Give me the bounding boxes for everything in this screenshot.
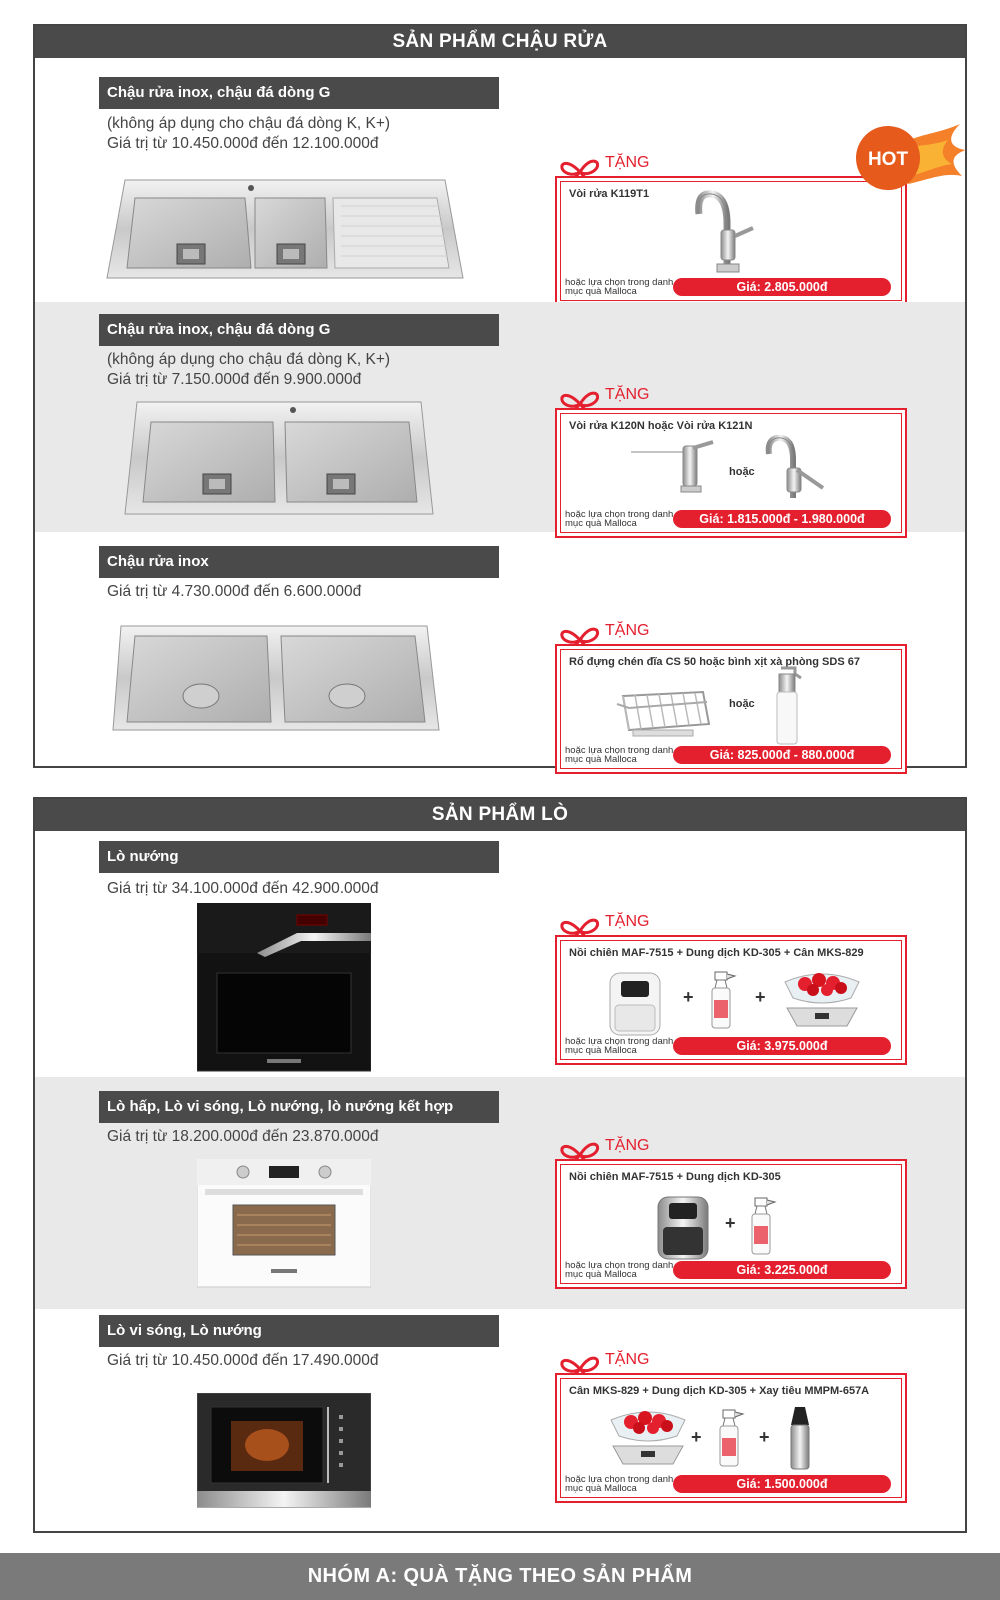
soap-dispenser-image [767, 666, 807, 746]
sinks-section [33, 24, 967, 768]
gift-box [555, 1159, 907, 1289]
product-title: Lò nướng [99, 841, 499, 873]
product-price-range: Giá trị từ 4.730.000đ đến 6.600.000đ [107, 583, 362, 600]
sink-product-row-2 [35, 302, 965, 532]
gift-card [555, 1349, 907, 1494]
gift-note: hoặc lựa chọn trong danh mục quà Malloca [565, 1260, 674, 1280]
gift-label [555, 1135, 675, 1161]
gift-label-text: TẶNG [605, 622, 650, 639]
gift-label-text: TẶNG [605, 154, 650, 171]
footer-banner: NHÓM A: QUÀ TẶNG THEO SẢN PHẨM [0, 1553, 1000, 1600]
pepper-grinder-image [785, 1405, 815, 1471]
product-desc [107, 1127, 379, 1147]
product-desc [107, 350, 390, 390]
gift-box [555, 408, 907, 538]
double-sink-image [111, 622, 441, 734]
product-title: Chậu rửa inox [99, 546, 499, 578]
product-desc [107, 1351, 379, 1371]
product-price-range: Giá trị từ 18.200.000đ đến 23.870.000đ [107, 1128, 379, 1145]
oven-product-row-3 [35, 1309, 965, 1531]
plus-sign: + [725, 1213, 736, 1233]
gift-name: Vòi rửa K119T1 [569, 188, 650, 200]
gift-name: Cân MKS-829 + Dung dịch KD-305 + Xay tiêu MMPM-657A [569, 1385, 870, 1397]
gift-card [555, 1135, 907, 1280]
kitchen-scale-image [777, 967, 867, 1029]
sink-product-row-3 [35, 532, 965, 768]
double-sink-image [123, 398, 435, 518]
product-desc [107, 114, 390, 154]
gift-box [555, 644, 907, 774]
product-desc-note: (không áp dụng cho chậu đá dòng K, K+) [107, 351, 391, 368]
kitchen-scale-image [603, 1405, 693, 1467]
hot-badge-icon [848, 118, 968, 198]
faucet-image [763, 430, 833, 500]
plus-sign: + [691, 1427, 702, 1447]
product-desc-note: (không áp dụng cho chậu đá dòng K, K+) [107, 115, 391, 132]
oven-product-row-1 [35, 831, 965, 1077]
gift-label-text: TẶNG [605, 913, 650, 930]
gift-price: Giá: 2.805.000đ [673, 278, 891, 296]
built-in-oven-image [197, 903, 371, 1073]
gift-label [555, 1349, 675, 1375]
gift-name: Rổ đựng chén đĩa CS 50 hoặc bình xịt xà phòng SDS 67 [569, 656, 860, 668]
plus-sign: + [755, 987, 766, 1007]
air-fryer-image [605, 967, 665, 1037]
gift-note: hoặc lựa chọn trong danh mục quà Malloca [565, 1036, 674, 1056]
sink-product-row-1 [35, 58, 965, 302]
gift-card [555, 911, 907, 1056]
gift-price: Giá: 3.975.000đ [673, 1037, 891, 1055]
gift-name: Vòi rửa K120N hoặc Vòi rửa K121N [569, 420, 753, 432]
stainless-sink-image [105, 176, 467, 284]
dish-rack-image [613, 684, 713, 740]
gift-label-text: TẶNG [605, 1137, 650, 1154]
cleaning-spray-image [747, 1195, 777, 1257]
gift-or-text: hoặc [729, 698, 755, 710]
hot-badge-text: HOT [867, 149, 909, 170]
product-price-range: Giá trị từ 10.450.000đ đến 12.100.000đ [107, 135, 379, 152]
gift-note: hoặc lựa chọn trong danh mục quà Malloca [565, 1474, 674, 1494]
gift-price: Giá: 3.225.000đ [673, 1261, 891, 1279]
gift-name: Nồi chiên MAF-7515 + Dung dịch KD-305 + Cân MKS-829 [569, 947, 864, 959]
gift-label-text: TẶNG [605, 386, 650, 403]
product-title: Chậu rửa inox, chậu đá dòng G [99, 77, 499, 109]
ovens-section-title: SẢN PHẨM LÒ [35, 799, 965, 831]
gift-box [555, 1373, 907, 1503]
cleaning-spray-image [707, 969, 737, 1031]
product-title: Lò hấp, Lò vi sóng, Lò nướng, lò nướng kết hợp [99, 1091, 499, 1123]
gift-label [555, 620, 675, 646]
gift-label [555, 152, 675, 178]
gift-price: Giá: 1.500.000đ [673, 1475, 891, 1493]
gift-note: hoặc lựa chọn trong danh mục quà Malloca [565, 277, 674, 297]
sinks-section-title: SẢN PHẨM CHẬU RỬA [35, 26, 965, 58]
gift-price: Giá: 825.000đ - 880.000đ [673, 746, 891, 764]
ovens-section [33, 797, 967, 1533]
gift-label-text: TẶNG [605, 1351, 650, 1368]
faucet-image [693, 184, 763, 274]
product-price-range: Giá trị từ 34.100.000đ đến 42.900.000đ [107, 880, 379, 897]
microwave-oven-image [197, 1393, 371, 1509]
gift-label [555, 911, 675, 937]
plus-sign: + [759, 1427, 770, 1447]
gift-note: hoặc lựa chọn trong danh mục quà Malloca [565, 745, 674, 765]
product-price-range: Giá trị từ 10.450.000đ đến 17.490.000đ [107, 1352, 379, 1369]
product-desc [107, 879, 379, 899]
product-title: Lò vi sóng, Lò nướng [99, 1315, 499, 1347]
faucet-image [627, 440, 717, 494]
gift-name: Nồi chiên MAF-7515 + Dung dịch KD-305 [569, 1171, 781, 1183]
gift-note: hoặc lựa chọn trong danh mục quà Malloca [565, 509, 674, 529]
combi-oven-image [197, 1159, 371, 1289]
cleaning-spray-image [715, 1407, 745, 1469]
oven-product-row-2 [35, 1077, 965, 1309]
product-price-range: Giá trị từ 7.150.000đ đến 9.900.000đ [107, 371, 362, 388]
product-title: Chậu rửa inox, chậu đá dòng G [99, 314, 499, 346]
product-desc [107, 582, 361, 602]
gift-or-text: hoặc [729, 466, 755, 478]
air-fryer-image [653, 1191, 713, 1261]
plus-sign: + [683, 987, 694, 1007]
gift-price: Giá: 1.815.000đ - 1.980.000đ [673, 510, 891, 528]
gift-card [555, 384, 907, 529]
gift-box [555, 935, 907, 1065]
gift-card [555, 620, 907, 765]
gift-label [555, 384, 675, 410]
